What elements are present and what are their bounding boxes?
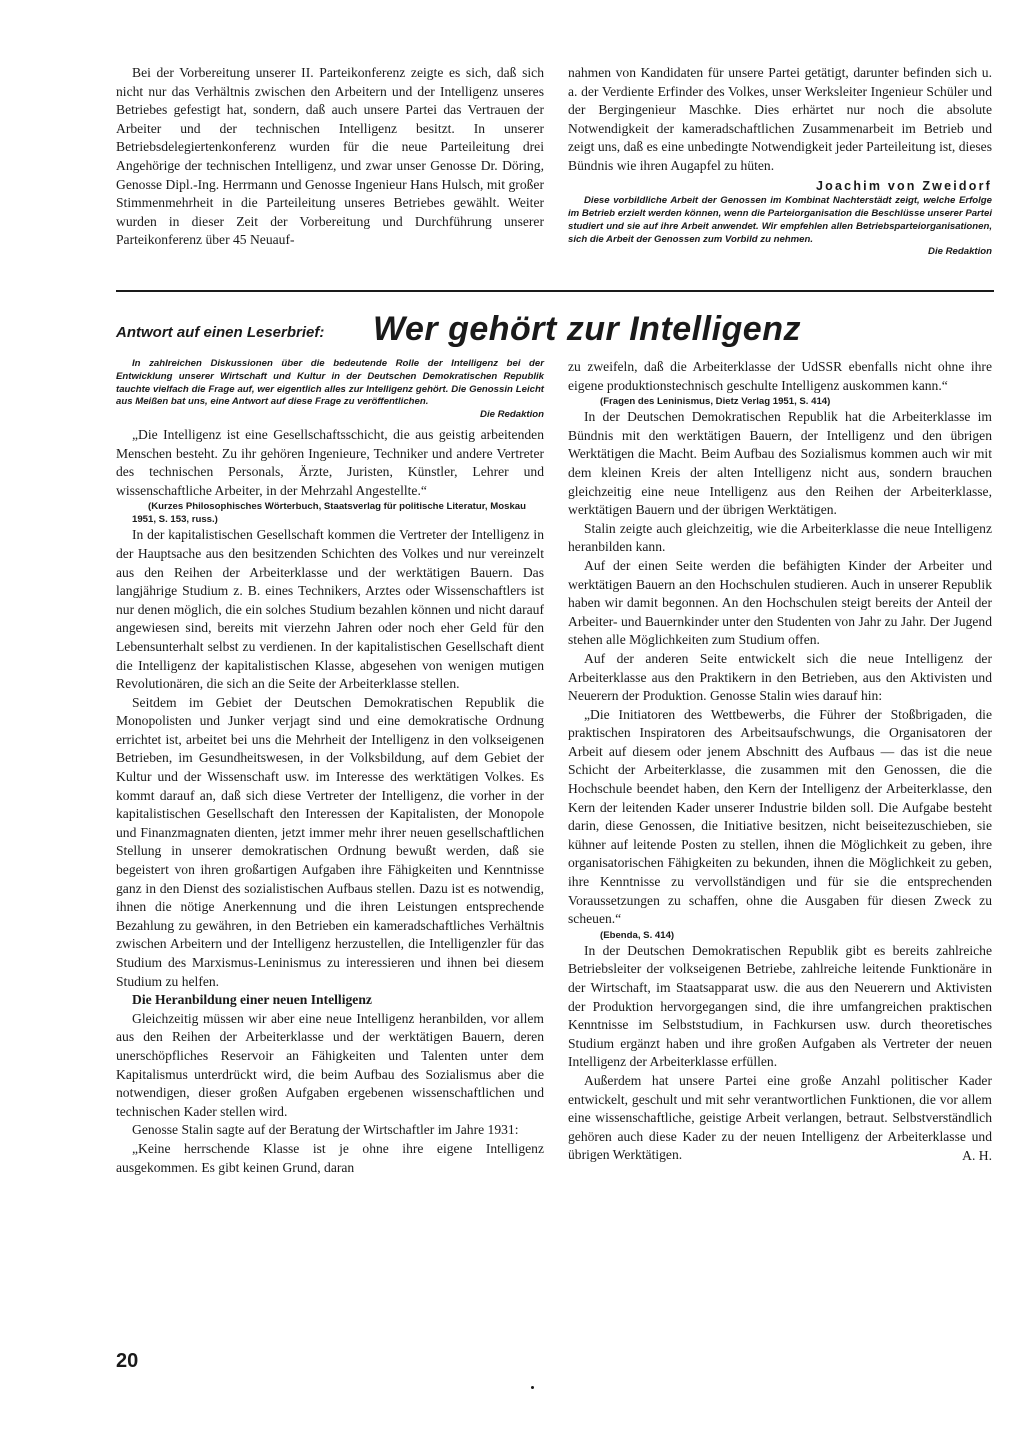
print-speck [531, 1386, 534, 1389]
intro-note: In zahlreichen Diskussionen über die bedeutende Rolle der Intelligenz bei der Entwicklung unserer Wirtschaft und Kultur in der Deutschen Demokratischen Republik tauchte vielfach die Frage auf, wer eigentlich alles zur Intelligenz gehört. Die Genossin Leicht aus Meißen bat uns, eine Antwort auf diese Frage zu veröffentlichen. [116, 358, 544, 408]
top-right-column [568, 64, 992, 263]
article-kicker: Antwort auf einen Leserbrief: [116, 324, 325, 341]
section-subheading: Die Heranbildung einer neuen Intelligenz [132, 992, 372, 1008]
article-initials: A. H. [962, 1147, 992, 1163]
editor-note: Diese vorbildliche Arbeit der Genossen im Kombinat Nachterstädt zeigt, welche Erfolge im Betrieb erzielt werden können, wenn die Parteiorganisation die Beschlüsse unserer Partei studiert und sie auf ihre Arbeit anwendet. Wir empfehlen allen Betriebsparteiorganisationen, sich die Arbeit der Genossen zum Vorbild zu nehmen. [568, 195, 992, 245]
top-left-column [116, 64, 544, 250]
section-divider [116, 290, 994, 292]
intro-note-signature: Die Redaktion [480, 409, 544, 421]
paragraph: Auf der anderen Seite entwickelt sich die neue Intelligenz der Arbeiterklasse aus den Praktikern in den Betrieben, aus den Aktivisten und Neuerern der Produktion. Genosse Stalin wies darauf hin: [568, 650, 992, 704]
page-number: 20 [116, 1350, 139, 1372]
paragraph: In der kapitalistischen Gesellschaft kommen die Vertreter der Intelligenz in der Hauptsache aus den besitzenden Schichten des Volkes und nur vereinzelt aus den Reihen der Arbeiterklasse und der werktätigen Bauern. Das langjährige Studium z. B. eines Technikers, Arztes oder Wissenschaftlers ist nur denen möglich, die ein solches Studium bezahlen können und nicht darauf angewiesen sind, bereits mit vierzehn Jahren oder noch eher Geld für den Lebensunterhalt selbst zu verdienen. In der kapitalistischen Gesellschaft dient die Intelligenz der kapitalistischen Klasse, abgesehen von wenigen mutigen Revolutionären, die sich an die Seite der Arbeiterklasse stellen. [116, 527, 544, 692]
stalin-quote-initiators: „Die Initiatoren des Wettbewerbs, die Führer der Stoßbrigaden, die praktischen Inspiratoren des Arbeitsaufschwungs, die Organisatoren der Arbeit auf diesem oder jenem Abschnitt des Aufbaus — das ist die neue Schicht der Arbeiterklasse, die zusammen mit den Genossen, die die Hochschule beendet haben, den Kern der Intelligenz der Arbeiterklasse, den Kern der leitenden Kader unserer Industrie bilden soll. Die Aufgabe besteht darin, diese Genossen, die Initiative besitzen, nicht beiseitezuschieben, sie kühner auf leitende Posten zu stellen, ihnen die Möglichkeit zu geben, ihre organisatorischen Fähigkeiten zu bekunden, ihnen die Möglichkeit zu geben, ihre Kenntnisse zu vervollständigen und für sie die entsprechenden Voraussetzungen zu schaffen, ohne die Ausgaben für diesen Zweck zu scheuen.“ [568, 706, 992, 927]
article-right-column [568, 358, 992, 1166]
paragraph: In der Deutschen Demokratischen Republik gibt es bereits zahlreiche Betriebsleiter der volkseigenen Betriebe, zahlreiche leitende Funktionäre in der Wirtschaft, im Staatsapparat usw. die aus den Neuerern und Aktivisten der Produktion hervorgegangen sind, die ihre umfangreichen praktischen Kenntnisse im Selbststudium, in Fachkursen usw. durch theoretisches Studium ergänzt haben und ihre großen Aufgaben als Vertreter der neuen Intelligenz der Arbeiterklasse erfüllen. [568, 942, 992, 1070]
author-signature: Joachim von Zweidorf [816, 178, 992, 193]
ebenda-reference: (Ebenda, S. 414) [600, 929, 675, 941]
paragraph: Auf der einen Seite werden die befähigten Kinder der Arbeiter und werktätigen Bauern an den Hochschulen studieren. Auch in unserer Republik haben wir damit begonnen. An den Hochschulen steigt bereits der Anteil der Arbeiter- und Bauernkinder unter den Studenten von Jahr zu Jahr. Der Jugend stehen alle Möglichkeiten zum Studium offen. [568, 557, 992, 648]
top-left-paragraph: Bei der Vorbereitung unserer II. Parteikonferenz zeigte es sich, daß sich nicht nur das Verhältnis zwischen den Arbeitern und der Intelligenz unseres Betriebes gefestigt hat, sondern, daß auch unsere Partei das Vertrauen der Arbeiter und der technischen Intelligenz besitzt. In unserer Betriebsdelegiertenkonferenz wurden für die neue Parteileitung drei Angehörige der technischen Intelligenz, und zwar unser Genosse Dr. Döring, Genosse Dipl.-Ing. Herrmann und Genosse Ingenieur Hans Hulsch, mit großer Stimmenmehrheit in die Parteileitung unseres Betriebes gewählt. Weiter wurden in dieser Zeit der Vorbereitung und Durchführung unserer Parteikonferenz über 45 Neuauf- [116, 65, 544, 248]
article-left-column [116, 358, 544, 1177]
definition-reference: (Kurzes Philosophisches Wörterbuch, Staatsverlag für politische Literatur, Moskau 1951, S. 153, russ.) [132, 501, 526, 526]
paragraph: Stalin zeigte auch gleichzeitig, wie die Arbeiterklasse die neue Intelligenz heranbilden kann. [568, 520, 992, 555]
paragraph: In der Deutschen Demokratischen Republik hat die Arbeiterklasse im Bündnis mit den werktätigen Bauern, der Intelligenz und den übrigen Werktätigen die Macht. Beim Aufbau des Sozialismus kommen auch wir mit dem kleinen Kreis der alten Intelligenz nicht aus, sondern brauchen gleichzeitig eine neue Intelligenz aus den Reihen der Arbeiterklasse, werktätigen Bauern und der übrigen Werktätigen. [568, 409, 992, 518]
paragraph: Seitdem im Gebiet der Deutschen Demokratischen Republik die Monopolisten und Junker verjagt sind und eine demokratische Ordnung errichtet ist, arbeitet bei uns die Mehrheit der Intelligenz in den volkseigenen Betrieben, im Gesundheitswesen, in der Volksbildung, auf dem Gebiet der Kultur und der Wissenschaft usw. im Interesse des werktätigen Volkes. Es kommt darauf an, daß sich diese Vertreter der Intelligenz, die vorher in der kapitalistischen Gesellschaft den Interessen der Kapitalisten, der Monopole und Finanzmagnaten dienten, jetzt immer mehr ihrer neuen gesellschaftlichen Stellung in unserer demokratischen Ordnung bewußt werden, daß sie begeistert von ihren großartigen Aufgaben ihre Fähigkeiten und Kenntnisse ganz in den Dienst des sozialistischen Aufbaus stellen. Dazu ist es notwendig, ihnen die nötige Anerkennung und die ihren Leistungen entsprechende Bezahlung zu gewähren, in den Betrieben ein kameradschaftliches Verhältnis zwischen Arbeitern und der Intelligenz herzustellen, die Intelligenzler für das Studium des Marxismus-Leninismus zu interessieren und ihnen bei diesem Studium zu helfen. [116, 694, 544, 989]
editor-note-signature: Die Redaktion [928, 246, 992, 258]
paragraph: Genosse Stalin sagte auf der Beratung der Wirtschaftler im Jahre 1931: [132, 1122, 519, 1138]
paragraph: Außerdem hat unsere Partei eine große Anzahl politischer Kader entwickelt, geschult und mit sehr verantwortlichen Funktionen, die vor allem eine wissenschaftliche, geistige Arbeit verlangen, betraut. Selbstverständlich gehören auch diese Kader zu der neuen Intelligenz der Arbeiterklasse und übrigen Werktätigen. [568, 1072, 992, 1163]
article-headline: Wer gehört zur Intelligenz [373, 310, 801, 348]
paragraph: Gleichzeitig müssen wir aber eine neue Intelligenz heranbilden, vor allem aus den Reihen der Arbeiterklasse und der werktätigen Bauern, deren unerschöpfliches Reservoir an Fähigkeiten und Talenten unter dem Kapitalismus unterdrückt wird, die beim Aufbau des Sozialismus aber die notwendigen, dieser großen Aufgaben ergebenen wissenschaftlichen und technischen Kader stellen wird. [116, 1010, 544, 1119]
top-right-paragraph: nahmen von Kandidaten für unsere Partei getätigt, darunter befinden sich u. a. der Verdiente Erfinder des Volkes, unser Werksleiter Ingenieur Schüler und der Bergingenieur Maschke. Dies erhärtet nur noch die absolute Notwendigkeit der kameradschaftlichen Zusammenarbeit im Betrieb und zeigt uns, daß es eine unbedingte Notwendigkeit jeder Parteileitung ist, dieses Bündnis wie ihren Augapfel zu hüten. [568, 65, 992, 173]
stalin-quote-start: „Keine herrschende Klasse ist je ohne ihre eigene Intelligenz ausgekommen. Es gibt keinen Grund, daran [116, 1140, 544, 1175]
article-header [116, 310, 994, 354]
definition-quote: „Die Intelligenz ist eine Gesellschaftsschicht, die aus geistig arbeitenden Menschen besteht. Zu ihr gehören Ingenieure, Techniker und andere Vertreter des technischen Personals, Ärzte, Juristen, Künstler, Lehrer und wissenschaftliche Arbeiter, in der Mehrzahl Angestellte.“ [116, 426, 544, 498]
stalin-quote-reference: (Fragen des Leninismus, Dietz Verlag 1951, S. 414) [600, 396, 831, 408]
stalin-quote-continued: zu zweifeln, daß die Arbeiterklasse der UdSSR ebenfalls nicht ohne ihre eigene produktionstechnisch geschulte Intelligenz auskommen kann.“ [568, 359, 992, 393]
